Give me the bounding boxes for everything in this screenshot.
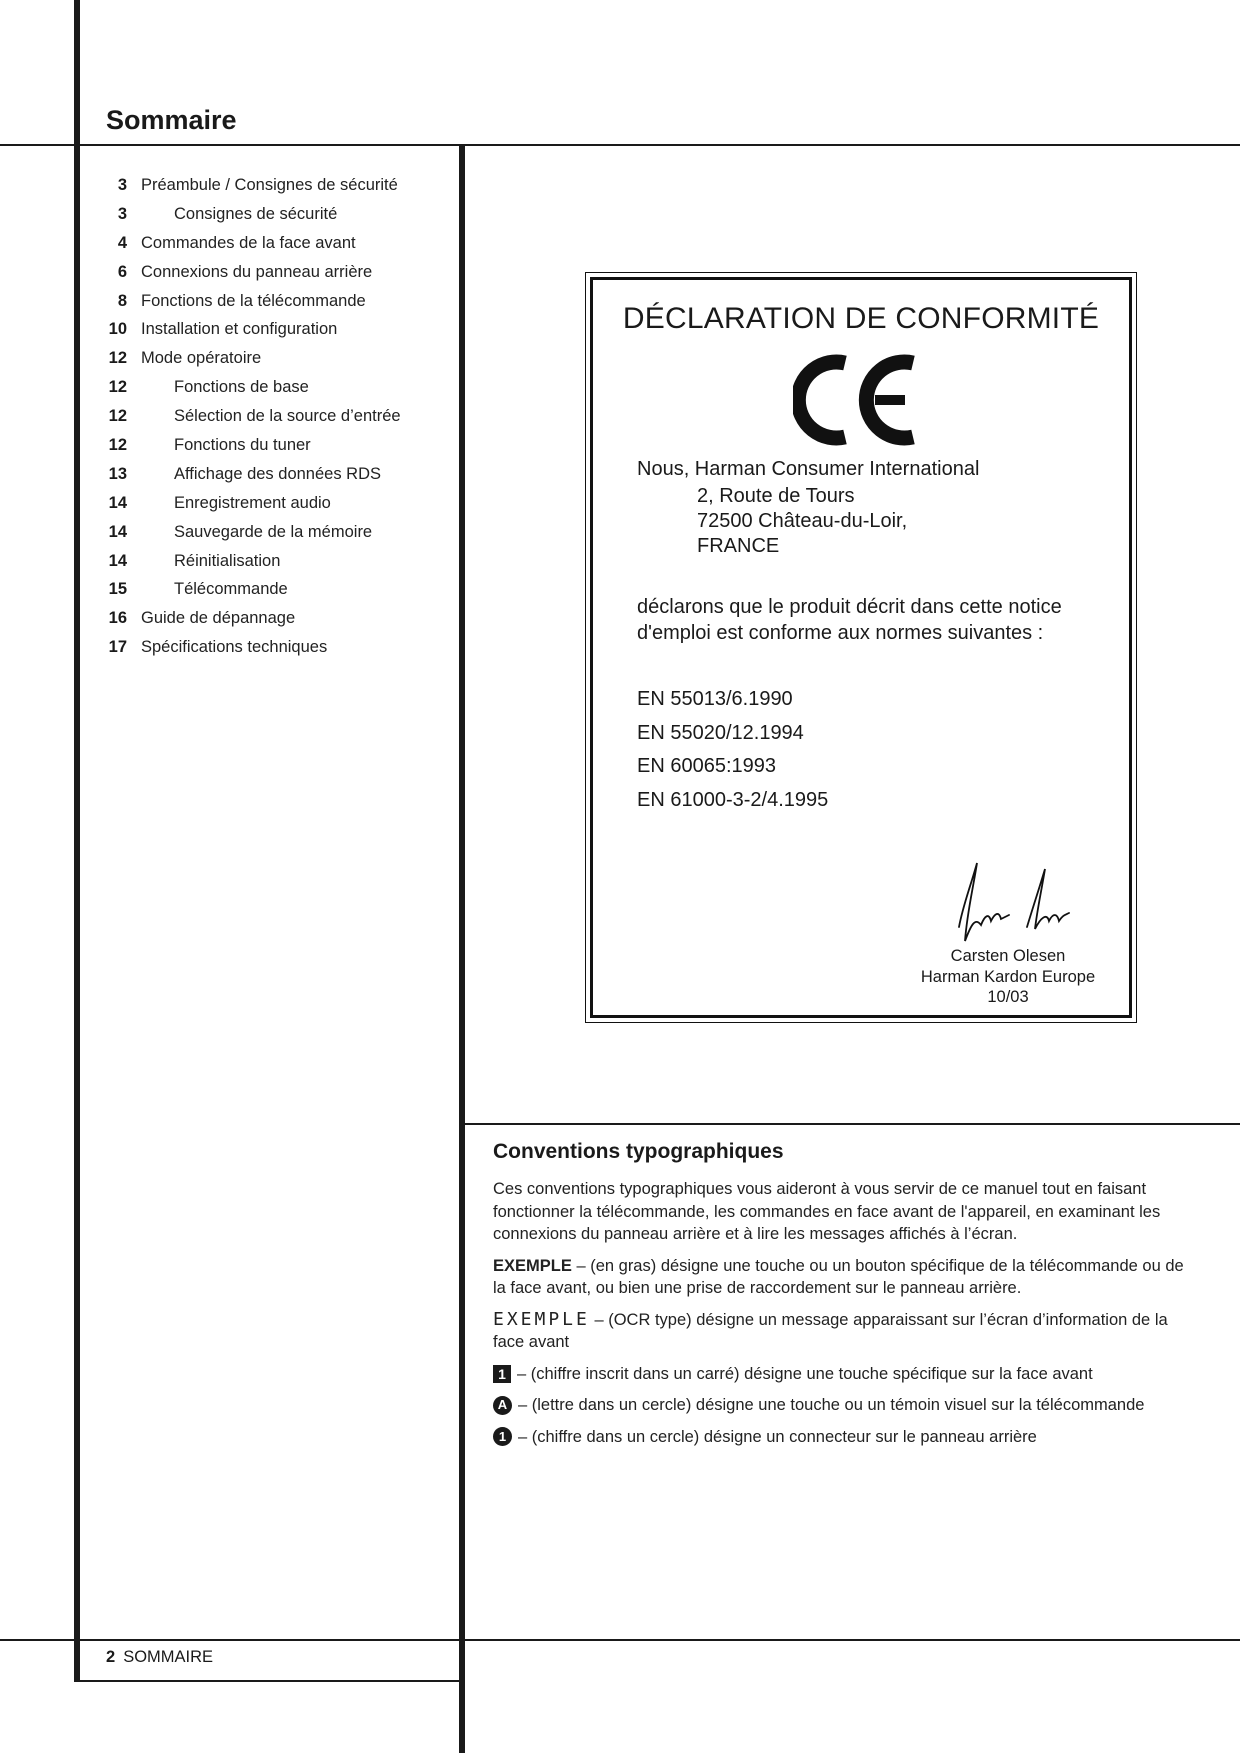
page-title: Sommaire (106, 105, 237, 135)
toc-entry[interactable] (96, 176, 456, 205)
toc-page-number: 15 (108, 580, 127, 599)
toc-page-number: 16 (108, 609, 127, 628)
header-rule (0, 144, 1240, 146)
toc-entry[interactable] (96, 552, 456, 581)
toc-page-number: 8 (117, 291, 127, 310)
column-divider-bar (459, 145, 465, 1753)
toc-label: Guide de dépannage (141, 609, 296, 628)
toc-page-number: 12 (108, 436, 127, 455)
toc-label: Installation et configuration (141, 320, 338, 339)
toc-entry[interactable] (96, 378, 456, 407)
toc-label: Fonctions de base (174, 378, 309, 397)
toc-label: Affichage des données RDS (174, 464, 381, 483)
ce-mark-icon (793, 350, 923, 450)
declaration-of-conformity (585, 272, 1137, 1023)
toc-page-number: 3 (117, 204, 127, 223)
standard-item: EN 61000-3-2/4.1995 (637, 788, 829, 811)
footer-bottom-rule (74, 1680, 462, 1682)
toc-entry[interactable] (96, 234, 456, 263)
typographic-conventions (493, 1140, 1193, 1457)
toc-entry[interactable] (96, 609, 456, 638)
standard-item: EN 55013/6.1990 (637, 688, 793, 710)
footer-page-number: 2 (106, 1648, 116, 1666)
toc-entry[interactable] (96, 580, 456, 609)
conventions-title: Conventions typographiques (493, 1140, 784, 1163)
toc-label: Commandes de la face avant (141, 233, 356, 252)
toc-label: Télécommande (174, 580, 288, 599)
toc-page-number: 14 (108, 493, 127, 512)
bold-example: EXEMPLE (493, 1256, 572, 1275)
toc-page-number: 4 (117, 233, 127, 252)
toc-label: Réinitialisation (174, 551, 281, 570)
circled-number-icon: 1 (493, 1427, 512, 1446)
signer-company: Harman Kardon Europe (920, 967, 1096, 986)
circled-letter-convention (493, 1394, 1193, 1417)
toc-entry[interactable] (96, 349, 456, 378)
left-margin-bar (74, 0, 80, 1682)
declarant-address (697, 484, 907, 559)
toc-page-number: 12 (108, 407, 127, 426)
toc-label: Préambule / Consignes de sécurité (141, 176, 398, 194)
square-number-description: – (chiffre inscrit dans un carré) désigne une touche spécifique sur la face avant (517, 1364, 1093, 1383)
declaration-frame (590, 277, 1132, 1018)
standards-list (637, 688, 828, 822)
signer-name: Carsten Olesen (950, 947, 1066, 965)
bold-convention (493, 1255, 1193, 1300)
toc-page-number: 12 (108, 349, 127, 368)
toc-label: Spécifications techniques (141, 638, 328, 657)
toc-label: Consignes de sécurité (174, 204, 338, 223)
toc-label: Sauvegarde de la mémoire (174, 522, 373, 541)
circled-letter-icon: A (493, 1396, 512, 1415)
toc-entry[interactable] (96, 638, 456, 667)
handwritten-signature (953, 855, 1073, 945)
standard-item: EN 55020/12.1994 (637, 721, 804, 744)
address-line: 72500 Château-du-Loir, (697, 510, 908, 532)
toc-label: Mode opératoire (141, 349, 262, 368)
footer-section: SOMMAIRE (123, 1648, 214, 1666)
toc-page-number: 14 (108, 522, 127, 541)
toc-label: Connexions du panneau arrière (141, 262, 373, 281)
ocr-description: – (OCR type) désigne un message apparaissant sur l’écran d’information de la face avant (493, 1310, 1168, 1351)
toc-page-number: 12 (108, 378, 127, 397)
declaration-title: DÉCLARATION DE CONFORMITÉ (622, 302, 1100, 335)
ocr-example: EXEMPLE (493, 1308, 590, 1330)
toc-page-number: 3 (117, 176, 127, 194)
toc-entry[interactable] (96, 465, 456, 494)
signatory-block (893, 946, 1123, 1008)
conventions-intro: Ces conventions typographiques vous aideront à vous servir de ce manuel tout en faisant fonctionner la télécommande, les commandes en face avant de l'appareil, en examinant les connexions du panneau arrière et à lire les messages affichés à l’écran. (493, 1180, 1161, 1243)
toc-entry[interactable] (96, 494, 456, 523)
toc-entry[interactable] (96, 407, 456, 436)
circled-number-description: – (chiffre dans un cercle) désigne un connecteur sur le panneau arrière (518, 1427, 1037, 1446)
toc-label: Fonctions de la télécommande (141, 291, 366, 310)
circled-number-convention (493, 1426, 1193, 1449)
address-line: FRANCE (697, 535, 780, 557)
ocr-convention (493, 1309, 1193, 1354)
bold-description: – (en gras) désigne une touche ou un bouton spécifique de la télécommande ou de la face avant, ou bien une prise de raccordement sur le panneau arrière. (493, 1256, 1184, 1297)
toc-entry[interactable] (96, 205, 456, 234)
address-line: 2, Route de Tours (697, 485, 855, 507)
circled-letter-description: – (lettre dans un cercle) désigne une touche ou un témoin visuel sur la télécommande (518, 1396, 1145, 1414)
standard-item: EN 60065:1993 (637, 755, 777, 777)
square-number-icon: 1 (493, 1365, 511, 1383)
toc-page-number: 14 (108, 551, 127, 570)
toc-label: Fonctions du tuner (174, 436, 311, 455)
toc-entry[interactable] (96, 320, 456, 349)
declarant-company: Nous, Harman Consumer International (637, 458, 980, 480)
toc-entry[interactable] (96, 263, 456, 292)
page-footer (106, 1648, 213, 1667)
toc-label: Sélection de la source d’entrée (174, 407, 401, 426)
toc-page-number: 10 (108, 320, 127, 339)
table-of-contents (96, 176, 456, 667)
toc-entry[interactable] (96, 523, 456, 552)
footer-top-rule (0, 1639, 1240, 1641)
square-number-convention (493, 1363, 1193, 1386)
toc-entry[interactable] (96, 292, 456, 321)
conventions-rule (462, 1123, 1240, 1125)
toc-page-number: 17 (108, 638, 127, 657)
declaration-statement: déclarons que le produit décrit dans cette notice d'emploi est conforme aux normes suivantes : (637, 596, 1062, 644)
signer-date: 10/03 (987, 988, 1029, 1006)
toc-page-number: 6 (117, 262, 127, 281)
toc-entry[interactable] (96, 436, 456, 465)
toc-label: Enregistrement audio (174, 493, 331, 512)
toc-page-number: 13 (108, 464, 127, 483)
